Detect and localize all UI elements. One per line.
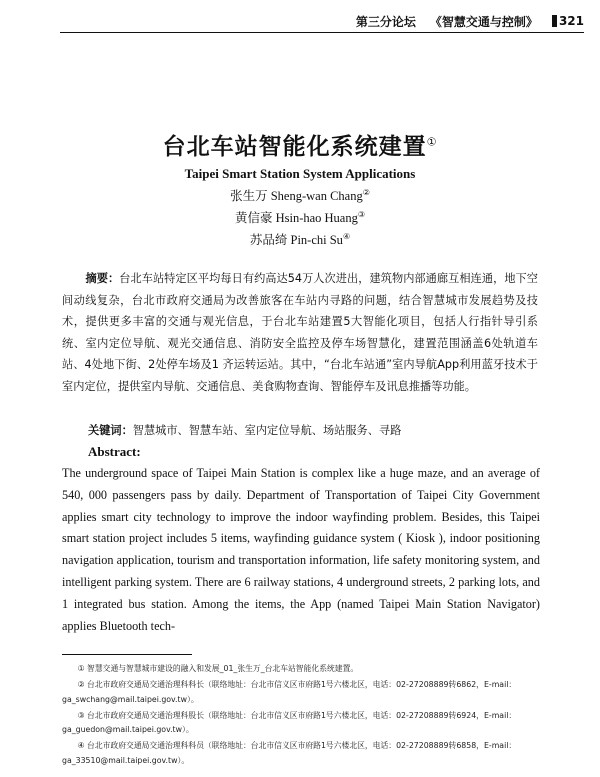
author-1-name: 张生万 Sheng-wan Chang (230, 189, 363, 203)
title-footnote-marker: ① (426, 135, 438, 149)
footnote-rule (62, 654, 192, 655)
english-title: Taipei Smart Station System Applications (184, 166, 416, 181)
keywords-text: 智慧城市、智慧车站、室内定位导航、场站服务、寻路 (132, 424, 402, 437)
keywords (88, 421, 538, 441)
running-head (60, 10, 584, 33)
running-head-journal: 《智慧交通与控制》 (429, 14, 538, 29)
paper-title-text: 台北车站智能化系统建置 (162, 134, 427, 160)
chinese-abstract-label: 摘要： (85, 272, 120, 285)
english-abstract-text: The underground space of Taipei Main Station is complex like a huge maze, and an average of 540, 000 passengers pass by daily. Department of Transportation of Taipei City Government applies smart city technology to improve the indoor wayfinding problem. Besides, this Taipei smart station project includes 5 items, wayfinding guidance system ( Kiosk ), indoor positioning navigation application, tourism and transportation information, life safety monitoring system, and intelligent parking system. There are 6 railway stations, 4 underground streets, 2 parking lots, and 1 integrated bus station. Among the items, the App (named Taipei Main Station Navigator) applies Bluetooth tech- (62, 466, 540, 633)
footnote-1: ① 智慧交通与智慧城市建设的融入和发展_01_张生万_台北车站智能化系统建置。 (77, 664, 359, 673)
footnote-4: ④ 台北市政府交通局交通治理科科员（联络地址：台北市信义区市府路1号六楼北区，电话：02-27208889转6858，E-mail：ga_33510@mail.taipei.gov.tw）。 (62, 741, 517, 765)
paper-title (0, 128, 600, 161)
page-number-text: 321 (558, 14, 584, 28)
author-2 (0, 208, 600, 226)
chinese-abstract-text: 台北车站特定区平均每日有约高达54万人次进出，建筑物内部通廊互相连通，地下空间动线复杂，台北市政府交通局为改善旅客在车站内寻路的问题，结合智慧城市发展趋势及技术，提供更多丰富的交通与观光信息，于台北车站建置5大智能化项目，包括人行指针导引系统、室内定位导航、观光交通信息、消防安全监控及停车场智慧化，建置范围涵盖6处轨道车站、4处地下街、2处停车场及1 齐运转运站。其中，“台北车站通”室内导航App利用蓝牙技术于室内定位，提供室内导航、交通信息、美食购物查询、智能停车及讯息推播等功能。 (62, 272, 538, 393)
footnote-2: ② 台北市政府交通局交通治理科科长（联络地址：台北市信义区市府路1号六楼北区，电话：02-27208889转6862，E-mail：ga_swchang@mail.taipei.gov.tw）。 (62, 680, 517, 704)
footnote-3: ③ 台北市政府交通局交通治理科股长（联络地址：台北市信义区市府路1号六楼北区，电话：02-27208889转6924，E-mail：ga_guedon@mail.taipei.gov.tw）。 (62, 710, 517, 734)
page-marker-icon (552, 15, 557, 27)
running-head-section: 第三分论坛 (355, 14, 416, 29)
page-number (552, 14, 584, 28)
chinese-abstract (62, 268, 538, 397)
author-2-name: 黄信豪 Hsin-hao Huang (234, 211, 358, 225)
author-1 (0, 186, 600, 204)
footnotes (62, 662, 540, 770)
author-3-note: ④ (342, 231, 351, 241)
author-3-name: 苏品绮 Pin-chi Su (249, 233, 343, 247)
author-2-note: ③ (357, 209, 366, 219)
keywords-label: 关键词： (88, 424, 133, 437)
author-3 (0, 230, 600, 248)
english-abstract-label: Abstract: (88, 444, 141, 459)
author-1-note: ② (362, 187, 370, 197)
